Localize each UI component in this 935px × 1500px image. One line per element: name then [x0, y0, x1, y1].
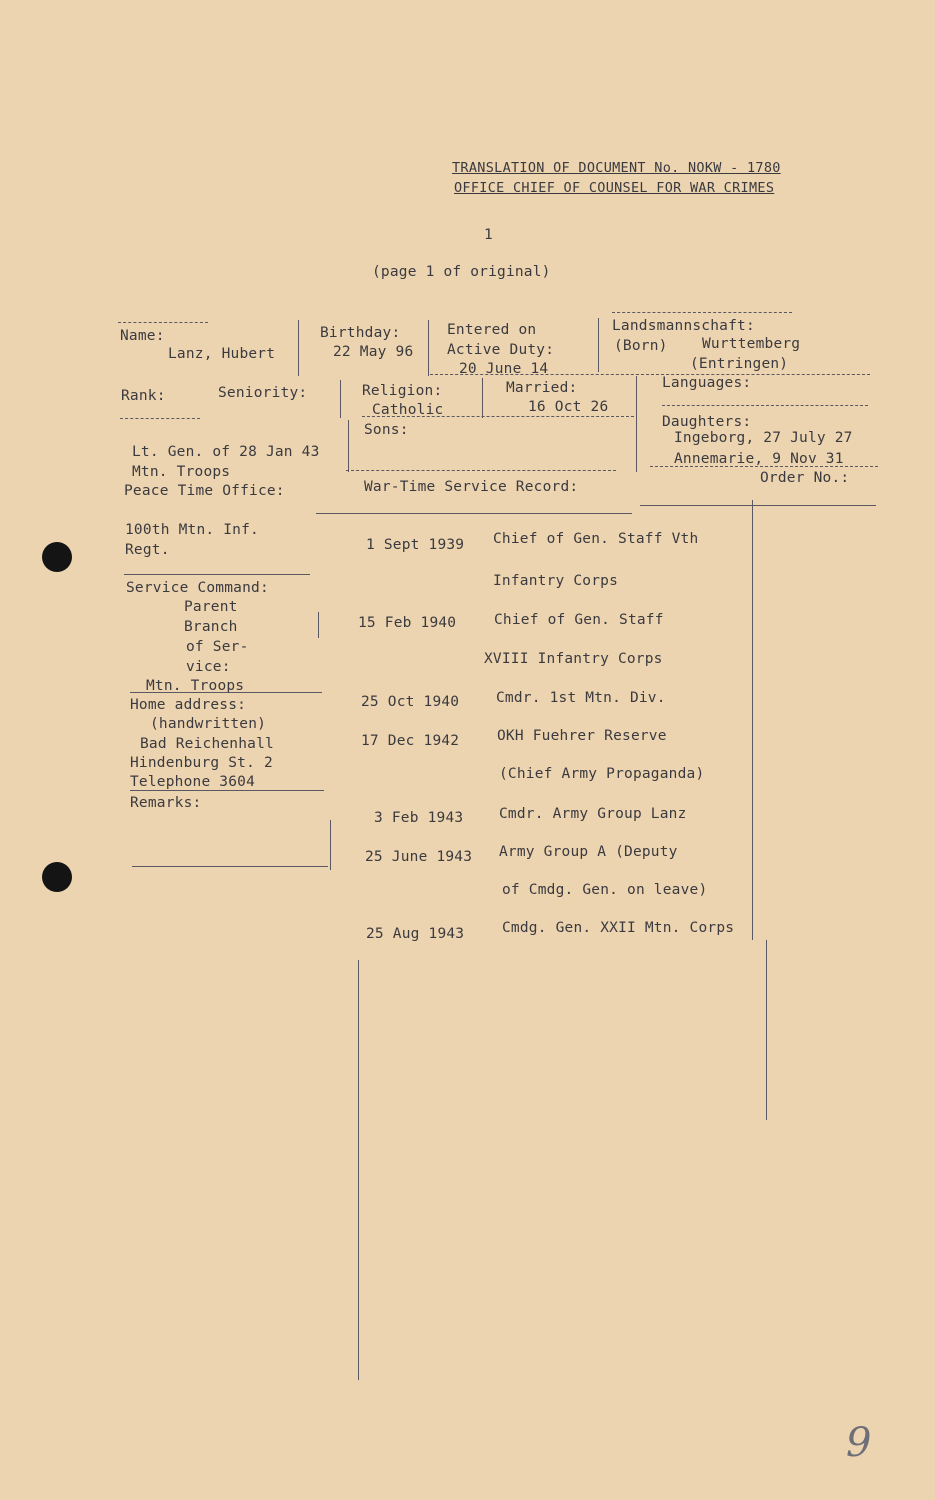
service-date: 1 Sept 1939	[366, 537, 465, 553]
landsmannschaft-label: Landsmannschaft:	[612, 318, 755, 334]
service-desc: OKH Fuehrer Reserve	[497, 728, 667, 744]
top-rule-left	[118, 322, 208, 323]
parent-branch-1: Parent	[184, 599, 238, 615]
wartime-header-rule-right	[640, 505, 876, 506]
daughters-rule	[650, 466, 878, 467]
sons-left-divider	[348, 420, 349, 472]
page-note: (page 1 of original)	[372, 264, 551, 280]
wartime-label: War-Time Service Record:	[364, 479, 579, 495]
top-rule-right	[612, 312, 792, 313]
entered-label-1: Entered on	[447, 322, 537, 338]
born-label: (Born)	[614, 338, 668, 354]
home-address-1: Bad Reichenhall	[140, 736, 274, 752]
parent-branch-value: Mtn. Troops	[146, 678, 245, 694]
parent-branch-2: Branch	[184, 619, 238, 635]
birthday-value: 22 May 96	[333, 344, 414, 360]
telephone: Telephone 3604	[130, 774, 256, 790]
name-birthday-divider	[298, 320, 299, 376]
service-date: 3 Feb 1943	[374, 810, 464, 826]
religion-value: Catholic	[372, 402, 444, 418]
sons-label: Sons:	[364, 422, 409, 438]
left-column-divider	[330, 820, 331, 870]
married-languages-divider	[636, 376, 637, 472]
service-date: 25 June 1943	[365, 849, 473, 865]
order-column-divider	[752, 500, 753, 940]
punch-hole-bottom	[42, 862, 72, 892]
born-place: (Entringen)	[690, 356, 789, 372]
daughter-2: Annemarie, 9 Nov 31	[674, 451, 844, 467]
service-desc: Chief of Gen. Staff	[494, 612, 664, 628]
birthday-entered-divider	[428, 320, 429, 376]
home-address-2: Hindenburg St. 2	[130, 755, 273, 771]
service-command-label: Service Command:	[126, 580, 269, 596]
service-desc: Cmdg. Gen. XXII Mtn. Corps	[502, 920, 735, 936]
translation-header: TRANSLATION OF DOCUMENT No. NOKW - 1780	[452, 160, 781, 176]
service-desc: Cmdr. Army Group Lanz	[499, 806, 687, 822]
seniority-religion-divider	[340, 380, 341, 418]
telephone-rule	[130, 790, 324, 791]
service-desc: (Chief Army Propaganda)	[499, 766, 705, 782]
office-header: OFFICE CHIEF OF COUNSEL FOR WAR CRIMES	[454, 180, 775, 196]
peace-office-value-1: 100th Mtn. Inf.	[125, 522, 259, 538]
main-column-divider	[358, 960, 359, 1380]
religion-rule	[362, 416, 634, 417]
row1-bottom-rule	[430, 374, 870, 375]
service-desc: Cmdr. 1st Mtn. Div.	[496, 690, 666, 706]
handwritten-page-mark: 9	[846, 1420, 872, 1466]
sons-rule	[346, 470, 616, 471]
peace-office-rule	[124, 574, 310, 575]
home-address-note: (handwritten)	[150, 716, 267, 732]
birthday-label: Birthday:	[320, 325, 401, 341]
page-number: 1	[484, 227, 493, 243]
languages-rule	[662, 405, 868, 406]
home-address-label: Home address:	[130, 697, 247, 713]
name-value: Lanz, Hubert	[168, 346, 276, 362]
order-label: Order No.:	[760, 470, 850, 486]
name-label: Name:	[120, 328, 165, 344]
parent-branch-divider	[318, 612, 319, 638]
service-date: 15 Feb 1940	[358, 615, 457, 631]
parent-branch-4: vice:	[186, 659, 231, 675]
service-desc: Infantry Corps	[493, 573, 619, 589]
service-date: 25 Aug 1943	[366, 926, 465, 942]
seniority-label: Seniority:	[218, 385, 308, 401]
service-date: 25 Oct 1940	[361, 694, 460, 710]
punch-hole-top	[42, 542, 72, 572]
entered-lands-divider	[598, 318, 599, 372]
rank-label: Rank:	[121, 388, 166, 404]
rank-rule	[120, 418, 200, 419]
rank-value: Lt. Gen. of 28 Jan 43	[132, 444, 320, 460]
service-desc: Army Group A (Deputy	[499, 844, 678, 860]
languages-label: Languages:	[662, 375, 752, 391]
daughter-1: Ingeborg, 27 July 27	[674, 430, 853, 446]
born-value: Wurttemberg	[702, 336, 801, 352]
remarks-label: Remarks:	[130, 795, 202, 811]
rank-branch: Mtn. Troops	[132, 464, 231, 480]
service-date: 17 Dec 1942	[361, 733, 460, 749]
order-column-divider-lower	[766, 940, 767, 1120]
peace-office-label: Peace Time Office:	[124, 483, 285, 499]
parent-branch-rule	[130, 692, 322, 693]
service-desc: Chief of Gen. Staff Vth	[493, 531, 699, 547]
entered-label-2: Active Duty:	[447, 342, 555, 358]
daughters-label: Daughters:	[662, 414, 752, 430]
service-desc: XVIII Infantry Corps	[484, 651, 663, 667]
married-label: Married:	[506, 380, 578, 396]
religion-label: Religion:	[362, 383, 443, 399]
religion-married-divider	[482, 378, 483, 418]
peace-office-value-2: Regt.	[125, 542, 170, 558]
wartime-header-rule	[316, 513, 632, 514]
parent-branch-3: of Ser-	[186, 639, 249, 655]
remarks-rule	[132, 866, 328, 867]
entered-value: 20 June 14	[459, 361, 549, 377]
service-desc: of Cmdg. Gen. on leave)	[502, 882, 708, 898]
married-value: 16 Oct 26	[528, 399, 609, 415]
